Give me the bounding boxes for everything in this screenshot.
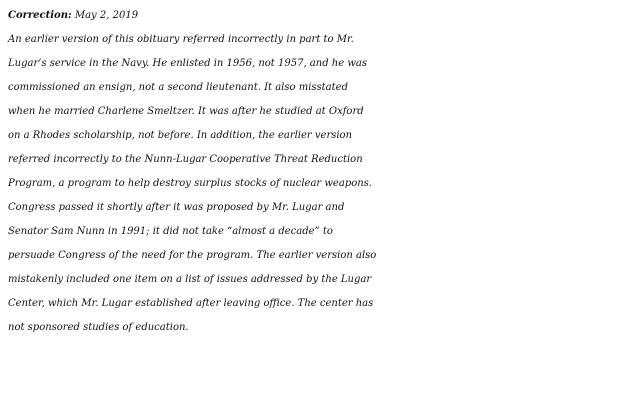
correction-line: persuade Congress of the need for the program. The earlier version also	[8, 250, 377, 261]
correction-line: Program, a program to help destroy surplus stocks of nuclear weapons.	[8, 178, 372, 189]
correction-line: commissioned an ensign, not a second lieutenant. It also misstated	[8, 82, 348, 93]
correction-body	[8, 28, 619, 340]
correction-label: Correction:	[8, 10, 72, 21]
correction-line: when he married Charlene Smeltzer. It was after he studied at Oxford	[8, 106, 364, 117]
correction-line: referred incorrectly to the Nunn-Lugar Cooperative Threat Reduction	[8, 154, 363, 165]
correction-line: Senator Sam Nunn in 1991; it did not take “almost a decade” to	[8, 226, 333, 237]
correction-line: mistakenly included one item on a list of issues addressed by the Lugar	[8, 274, 372, 285]
correction-line: Lugar’s service in the Navy. He enlisted in 1956, not 1957, and he was	[8, 58, 367, 69]
correction-line: not sponsored studies of education.	[8, 322, 189, 333]
correction-line: Center, which Mr. Lugar established after leaving office. The center has	[8, 298, 374, 309]
correction-date: May 2, 2019	[74, 10, 139, 21]
correction-heading	[8, 4, 619, 28]
correction-line: on a Rhodes scholarship, not before. In addition, the earlier version	[8, 130, 353, 141]
correction-line: Congress passed it shortly after it was proposed by Mr. Lugar and	[8, 202, 345, 213]
correction-line: An earlier version of this obituary referred incorrectly in part to Mr.	[8, 34, 354, 45]
